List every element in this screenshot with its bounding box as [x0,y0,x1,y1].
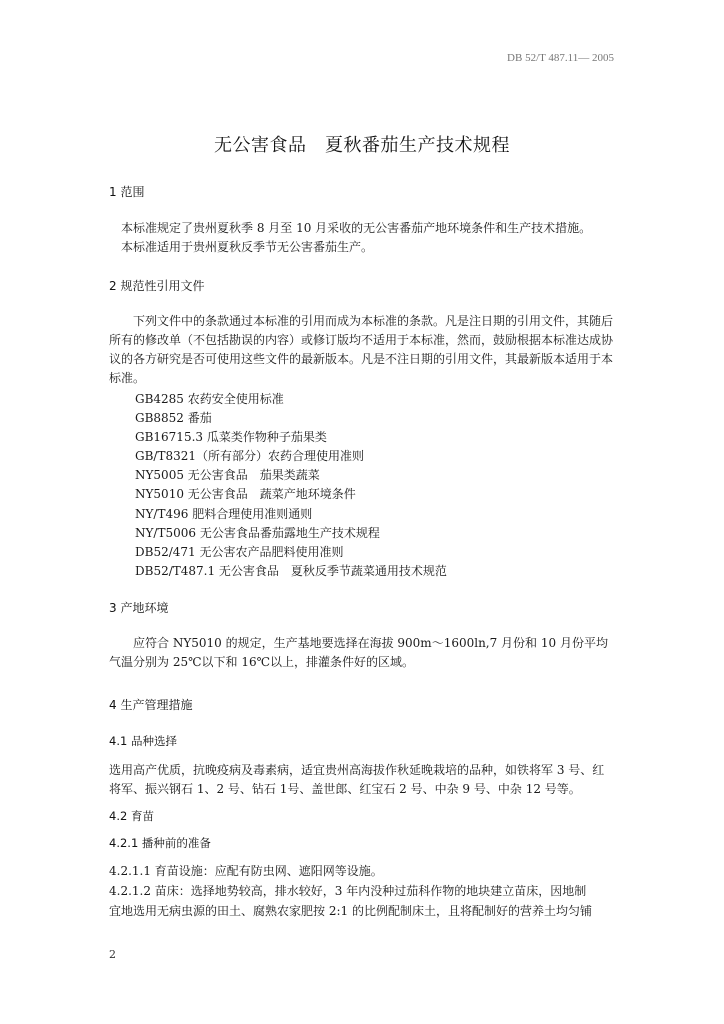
section-1-line-1: 本标准规定了贵州夏秋季 8 月至 10 月采收的无公害番茄产地环境条件和生产技术措施。 [121,221,592,235]
section-3-text: 应符合 NY5010 的规定，生产基地要选择在海拔 900m～1600ln,7 月份和 10 月份平均气温分别为 25℃以下和 16℃以上，排灌条件好的区域。 [109,636,608,669]
reference-item: NY/T496 肥料合理使用准则通则 [135,506,313,521]
section-1-line-2: 本标准适用于贵州夏秋反季节无公害番茄生产。 [121,240,374,254]
section-4-2-heading: 4.2 育苗 [109,809,154,823]
page-number: 2 [109,948,116,961]
section-4-2-1-1: 4.2.1.1 育苗设施：应配有防虫网、遮阳网等设施。 [109,864,383,878]
reference-item: DB52/471 无公害农产品肥料使用准则 [135,544,344,559]
reference-item: DB52/T487.1 无公害食品 夏秋反季节蔬菜通用技术规范 [135,563,447,578]
section-3-heading: 3 产地环境 [109,601,169,615]
section-4-2-1-2-line-2: 宜地选用无病虫源的田土、腐熟农家肥按 2:1 的比例配制床土，且将配制好的营养土均匀铺 [109,904,592,918]
reference-item: NY5010 无公害食品 蔬菜产地环境条件 [135,487,356,502]
section-4-2-1-2-line-1: 4.2.1.2 苗床：选择地势较高，排水较好，3 年内没种过茄科作物的地块建立苗床，因地制 [109,884,587,898]
reference-list [135,390,447,581]
section-4-1-text: 选用高产优质，抗晚疫病及毒素病，适宜贵州高海拔作秋延晚栽培的品种，如铁将军 3 号、红将军、振兴钢石 1、2 号、钻石 1号、盖世郎、红宝石 2 号、中杂 9 号、中杂 12 号等。 [109,763,605,796]
reference-item: GB16715.3 瓜菜类作物种子茄果类 [135,430,327,445]
section-4-2-1-heading: 4.2.1 播种前的准备 [109,836,211,850]
reference-item: GB/T8321（所有部分）农药合理使用准则 [135,449,364,464]
section-1-heading: 1 范围 [109,185,145,199]
reference-item: NY5005 无公害食品 茄果类蔬菜 [135,468,320,483]
reference-item: GB4285 农药安全使用标准 [135,392,284,406]
section-4-1-heading: 4.1 品种选择 [109,734,177,748]
page-title: 无公害食品 夏秋番茄生产技术规程 [214,135,510,156]
document-code: DB 52/T 487.11— 2005 [507,52,614,64]
reference-item: NY/T5006 无公害食品番茄露地生产技术规程 [135,525,380,540]
section-2-intro: 下列文件中的条款通过本标准的引用而成为本标准的条款。凡是注日期的引用文件，其随后所有的修改单（不包括勘误的内容）或修订版均不适用于本标准，然而，鼓励根据本标准达成协议的各方研究是否可使用这些文件的最新版本。凡是不注日期的引用文件，其最新版本适用于本标准。 [109,314,614,385]
section-2-heading: 2 规范性引用文件 [109,279,205,293]
section-4-heading: 4 生产管理措施 [109,698,193,712]
reference-item: GB8852 番茄 [135,411,212,426]
